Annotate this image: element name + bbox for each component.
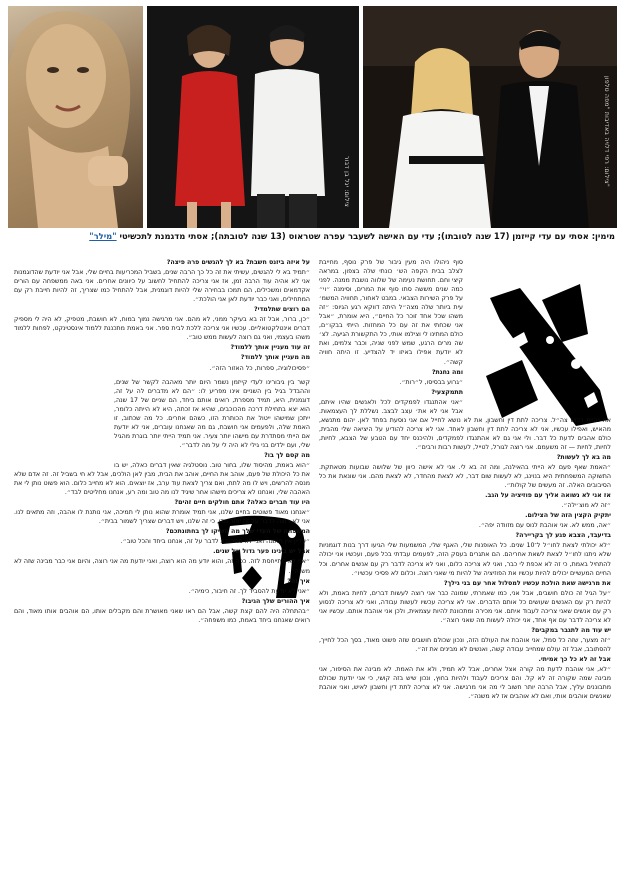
question: אבל זה לא כל כך אמיתי.: [538, 655, 611, 663]
couple-red-dress-illustration: [147, 6, 359, 228]
question: את מרגישה שאת הולכת עכשיו למסלול אחר עם בני גילך?: [443, 579, 611, 587]
question: אז אני לא נשואה אליך עם פוזיציה על הגב.: [485, 492, 611, 500]
answer: ״זה מצער, שזה כל סמל, אני אוהבת את העולם הזה, ונכון שכולם חושבים שזה פשוט מאוד, בסך הכל לחייך, להסתובב, אבל זה עולם שמחייב עבודה קשה, ואנשים לא מבינים את זה״.: [319, 636, 611, 653]
question: אבל יש בינינו פער גדול של שנים.: [213, 548, 310, 556]
answer: ״פסיכולוגיה, ספרות, כל האזור הזה״.: [209, 364, 310, 372]
photo-credit-right: צילום: רפי דלויה באדיבות "מפה טלפון": [603, 76, 610, 188]
answer: ״הוא באמת, מהיסוד שלו, בחור טוב. נוסטלגיה שאין דברים כאלה, יש בו את כל היכולת של פעם, אוהב את החיים, אוהב את הבית, מבין לאן הולכים, אבל לא חי בשביל זה. זה אדם שלא מנסה להרשים, ויש לו מה לתת, ואם צריך לצאת עוד ערב, אז יוצאים. הוא לא מחייב כלום. הוא פשוט נותן לי את האהבה שלי, ואנחנו לא צריכים מישהו אחר שיגיד לנו מה טוב ומה רע, אנחנו מחליטים לבד״.: [14, 461, 310, 497]
question: זה עוד מעניין אותך ללמוד?: [230, 344, 310, 352]
answer: ״אה, ממש לא. אני אוהבת לנוס עם מזוודה יפה״.: [478, 522, 611, 530]
question: איך זה?: [287, 577, 310, 585]
answer: ״לא יכולתי לצאת לחו״ל ל־10 שנים. כל האופנות שלי, האגף שלי, המשמעות שלי הגיעו דרך בנות דוגמניות שלא ניתנו לחו״ל לצאת לשאת אחריהם. הם אתגרים בעסק הזה, לפעמים עבדתי בכל פעם, ועכשיו אני יכולה להתחיל באמת, כי זה לא אכפת לי כבר, ואני לא צריכה כלום, ואני לא צריכה לדבר רק עם אנשים אחרים. וכל החיים המעשיים יכולים להיות עכשיו את הפוזיציה של להיות מי שאני רוצה. וכלום לא פסיכי עכשיו״.: [319, 542, 611, 577]
answer: ״לא, אני אוהבת לדעת מה קורה אצל אחרים, אבל לא תמיד, ולא את האמת. לא מבינה את הסיפור, אני מבינה שמה שקורה זה לא קל. והם צריכים לעבוד ולהיות בחוץ, ונכון שיש בזה קושי, כי אני יודעת שכולם מתבוננים עליך, אבל הרבה יותר חשוב לי מה אני מרגישה. אני לא צריכה לתת דין וחשבון לאיש, ואני אוהבת שאנשים אוהבים אותי, ואם לא אוהבים אז לא משנה״.: [319, 666, 611, 701]
answer: ״זה לא מוצ׳ילה״.: [561, 502, 611, 510]
caption-text: מימין: אסתי עם עדי קייזמן (17 שנה לטובתו); עדי עם האישה לשעבר עפרה שטראוס (13 שנה לטובתה); אסתי מדגמנת לתכשיטי: [119, 231, 615, 241]
caption-brand-link[interactable]: "מילר": [89, 231, 117, 241]
intro-paragraph: סוף ניהולו היה מעין גיבור של פרק נוסף, מחייבת לצלב בבית הקפה הש׳ כונתי שלה בצפון, במראה קיצי וחם. תחושת נעימה של שלווה נושבת ממנה. לפני כמה שנים מששה סתו סוף את המרים, וסימנה ״וי״ על פרק השירות הצבאי. במבט לאחור, תחוויה המשמ׳ עית ביותר שלה מצה״ל היתה דווקא רגע הגיוס: ״זה משהו שכל אחד זוכר כל החיים״, היא אומרת, ״אבל אני שכחתי את זה עם כל המחזות. הייתי בבקו״ם, כולם המתינו לי וצילמו אותי, כל התקשורת הגיעה. לצ׳ שה מרים הרגע, שמש לפני שניה, וכבר צלמים, ואת לא יודעת אפילו באיזו יד להצדיע. זו היתה חוויה קשה״.: [319, 259, 463, 366]
answer: ״על הגיל זה כולם חושבים, אבל אני, כמו שאמרתי, שמונה כבר אני רוצה לעשות דברים, לחיות באמת, ולא להיות רק עם האנשים שעושים כל אותם הדברים. אני לא צריכה עכשיו לעשות עבודה, ואני לא צריכה לנסוע רק עם אנשים שאני צריכה לעבוד איתם. אני מכירה ומתכוונת להיות עצמאית, ולכן אני אוהבת אותם. עכשיו אני לא צריכה לדבר עם אף אחד, אני יכולה לעשות מה שאני רוצה״.: [319, 589, 611, 624]
question: איך ההורים שלך הגיבו?: [241, 597, 310, 605]
question: על איזה ביזנס חשבת? בא לך להגשים פרה פיצה?: [166, 259, 310, 266]
question: מה בא לך לעשות?: [556, 453, 611, 461]
portrait-illustration: [8, 6, 143, 228]
intro-answer: ״גרוע בבסיסו, ל״רות״.: [399, 378, 463, 386]
photo-credit-middle: צילום: יגל בן דבור: [343, 156, 350, 208]
answer: ״עדיין אין חתונה ואני לא מתכוונת לדבר על זה, אנחנו ביחד והכל טוב״.: [120, 538, 310, 546]
answer: ״בהתחלה היה להם קצת קשה, אבל הם ראו שאני מאושרת והם מקבלים אותו, הם אוהבים אותו מאוד, והם רואים שאנחנו ביחד באמת, כמו משפחה״.: [14, 607, 310, 624]
question: בדיעבד, הצבא פגע לך בקריירה?: [515, 532, 611, 540]
answer: ״אני לא יודעת להסביר לך. זה חיבור, כימיה״.: [188, 587, 310, 595]
photo-couple-red-dress: [147, 6, 359, 228]
answer: ״אני אהתנגדו לפמקדים לכל ולאנשים שהיו איתם, אבל אני לא את׳ עצב לבצב. נשללת לך העצמאות. את נהיית רכוש צה״ל. צריכה לתת דין וחשבון, את לא נושא לחייל אם אני נוסעת בפחד לאן. יהום מתנשא, מהאיש, ואפילו עכשיו, אני לא צריכה לתת דין וחשבון לאחד. אני לא צריכה להודיע על היציאה שלי מהבית, כולם אהבים לדעת כל דבר. ולי אני גם לא אהתנגדו לפמקדים, ולהיכנס יחד עם הטבע של הצבא, לחיות, לחיות, לחיות — זה משעמם. אני רוצה לגורל, לטייל, לעשות רבות ורבים״.: [319, 398, 611, 451]
couple-white-dress-illustration: [363, 6, 617, 228]
article-right-column: [319, 258, 611, 878]
question: היו עוד חברים כאלה? אתם חולקים חיים זהים?: [174, 499, 310, 507]
answer: ״תמיד בא לי להגשים, עשיתי את זה כל כך הרבה שנים, בשביל המכריעות בחיים שלי, אבל אני יודעת שהדוגמנות אני לא אהיה עוד הרבה זמן, אז אני צריכה להתחיל לחשוב על כיוונים אחרים. אני באה ממשפחה עם הורים אקדמאים ומשכילים, הם תמכו בבחירה שלי להיות דוגמנית, אבל להתחיל כמו שצריך, זה להיות חייבת רק עם המתחילים, ואני כבר יודעת לאן אני הולכת״.: [14, 269, 310, 304]
photo-couple-white-dress: [363, 6, 617, 228]
story-paragraph: קשר בין גיבורינו לעדי קייזמן נשמר היום יותר מאהבה לקשר של שנים, וההבדל בגיל בין השניים אינו מפריע לו: ״הם לא מדברים לה על זה, דוגמנית, היא, תמיד מספרת, רואים אותם ביחד, הם שניים של 17 שנה, הוא יצא בתחילת דרכה מהכוכבים, שהיא אז זכתה, היא לא הייתה כלומר, ייתכן שמישהו ייטול את הכותרת הזו, כשהם אחרים. כל מה שכתוב, זו האמת שלה, ולפעמים אני חושבת, גם מה שאנחנו עוברים, אני לא יודעת אם הייתי מסתדרת עם מישהו יותר צעיר. אני תמיד הייתי יותר בוגרת מהגיל שלי, ועם ילדים בני גילי לא היה לי על מה לדבר״.: [114, 378, 310, 449]
question: מה קסם לך בו?: [264, 451, 310, 459]
drop-cap-space: [463, 258, 611, 413]
article-left-column: [14, 258, 310, 878]
question: מה מעניין אותך ללמוד?: [240, 354, 310, 362]
question: הם רוצים שתלמדי?: [253, 306, 310, 314]
answer: ״האמת שאף פעם לא הייתי בהאילנה, ומה זה בא לי. אני לא אישה כיוון של שלושה שבועות מטאתקת. התשוקה המשפחתית היא בנוינג, לא לעשות שום דבר, לא לצאת מהחדר, לא לצאת מהם. אני שונאת את כל הסיבובים האלה. זה מעשים של קולות״.: [319, 464, 611, 490]
photo-caption: [10, 229, 615, 243]
question: יש עוד מה לתגבר במקבים?: [531, 626, 611, 634]
photo-portrait-model: [8, 6, 143, 228]
answer: ״אני לא מתייחסת לזה. ככה זה, והוא יודע מה הוא רוצה, ואני יודעת מה אני רוצה, והיום אני כבר מבינה שזה לא משנה״.: [14, 558, 310, 575]
intro-question: ומה נחגת?: [431, 368, 463, 376]
answer: ״אנחנו מאוד פשוטים בחיים שלנו, אני תמיד אומרת שהוא נותן לי תמיכה, אני נותנת לו אהבה, וזה מתאים לנו. אני לא רוצה לדבר על זה יותר מדי, כי זה שלנו, ויש דברים שצריך לשמור בבית״.: [14, 509, 310, 526]
question: המשפחה של העדי שלך מה השיקו לך בחתונתכם?: [165, 528, 310, 536]
photo-strip: [8, 6, 617, 228]
drop-cap-space: [14, 378, 114, 470]
question: תתמקצעי?: [431, 388, 463, 396]
answer: ״כן, ברור, אבל זה בא בעיקר ממני, לא מהם. אני מרגישה נמוך במוח, לא חושבת, מטפיק, לא היה לי מספיק דברים אינטלקטואליים. עכשיו אני צריכה ללכת לבית ספר. אני באמת מתכננת ללמוד אינסטינקט, לפחות ללמוד משהו בעצמי, ואני גם רוצה לעשות ממש טוב״.: [14, 316, 310, 342]
question: יתקיק הקצין הזה של הצילום.: [525, 512, 611, 520]
